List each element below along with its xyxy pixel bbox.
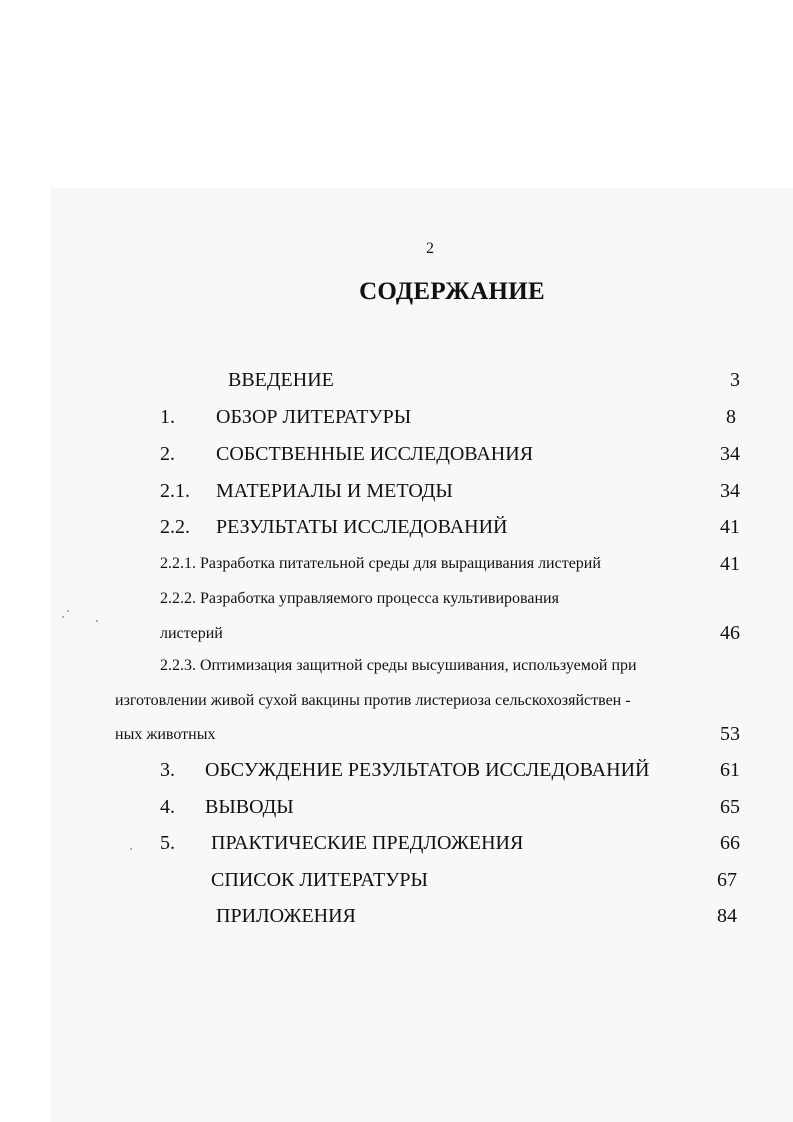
toc-label-line: 2.2.2. Разработка управляемого процесса культивирования bbox=[160, 590, 559, 607]
page-title: СОДЕРЖАНИЕ bbox=[359, 278, 545, 305]
toc-label: СПИСОК ЛИТЕРАТУРЫ bbox=[211, 869, 428, 891]
toc-num: 3. bbox=[160, 759, 175, 781]
toc-page: 66 bbox=[720, 832, 740, 854]
toc-num: 2.2. bbox=[160, 516, 190, 538]
toc-page: 34 bbox=[720, 480, 740, 502]
toc-label: ВВЕДЕНИЕ bbox=[228, 369, 334, 391]
toc-page: 61 bbox=[720, 759, 740, 781]
toc-page: 67 bbox=[717, 869, 737, 891]
toc-page: 65 bbox=[720, 796, 740, 818]
toc-label: ОБЗОР ЛИТЕРАТУРЫ bbox=[216, 406, 412, 428]
scan-speck bbox=[62, 616, 64, 618]
toc-label: ОБСУЖДЕНИЕ РЕЗУЛЬТАТОВ ИССЛЕДОВАНИЙ bbox=[205, 759, 650, 781]
scan-speck bbox=[96, 620, 98, 622]
toc-page: 8 bbox=[726, 406, 736, 428]
page-number: 2 bbox=[426, 240, 434, 257]
toc-label: РЕЗУЛЬТАТЫ ИССЛЕДОВАНИЙ bbox=[216, 516, 508, 538]
scan-background bbox=[50, 188, 793, 1122]
toc-num: 2. bbox=[160, 443, 175, 465]
toc-label-line: 2.2.3. Оптимизация защитной среды высушивания, используемой при bbox=[160, 657, 637, 674]
toc-label: ПРИЛОЖЕНИЯ bbox=[216, 905, 356, 927]
toc-page: 41 bbox=[720, 516, 740, 538]
toc-label: СОБСТВЕННЫЕ ИССЛЕДОВАНИЯ bbox=[216, 443, 534, 465]
toc-page: 46 bbox=[720, 622, 740, 644]
toc-label-line: листерий bbox=[160, 625, 223, 642]
toc-label-line: изготовлении живой сухой вакцины против листериоза сельскохозяйствен - bbox=[115, 692, 631, 709]
toc-label-line: ных животных bbox=[115, 726, 216, 743]
toc-page: 41 bbox=[720, 553, 740, 575]
toc-label: 2.2.1. Разработка питательной среды для выращивания листерий bbox=[160, 555, 601, 572]
toc-num: 5. bbox=[160, 832, 175, 854]
toc-num: 4. bbox=[160, 796, 175, 818]
toc-label: ВЫВОДЫ bbox=[205, 796, 294, 818]
toc-page: 3 bbox=[730, 369, 740, 391]
toc-page: 34 bbox=[720, 443, 740, 465]
scan-speck bbox=[67, 610, 69, 612]
toc-label: МАТЕРИАЛЫ И МЕТОДЫ bbox=[216, 480, 453, 502]
toc-page: 84 bbox=[717, 905, 737, 927]
toc-num: 1. bbox=[160, 406, 175, 428]
toc-num: 2.1. bbox=[160, 480, 190, 502]
scan-speck bbox=[130, 848, 132, 850]
toc-page: 53 bbox=[720, 723, 740, 745]
toc-label: ПРАКТИЧЕСКИЕ ПРЕДЛОЖЕНИЯ bbox=[211, 832, 524, 854]
